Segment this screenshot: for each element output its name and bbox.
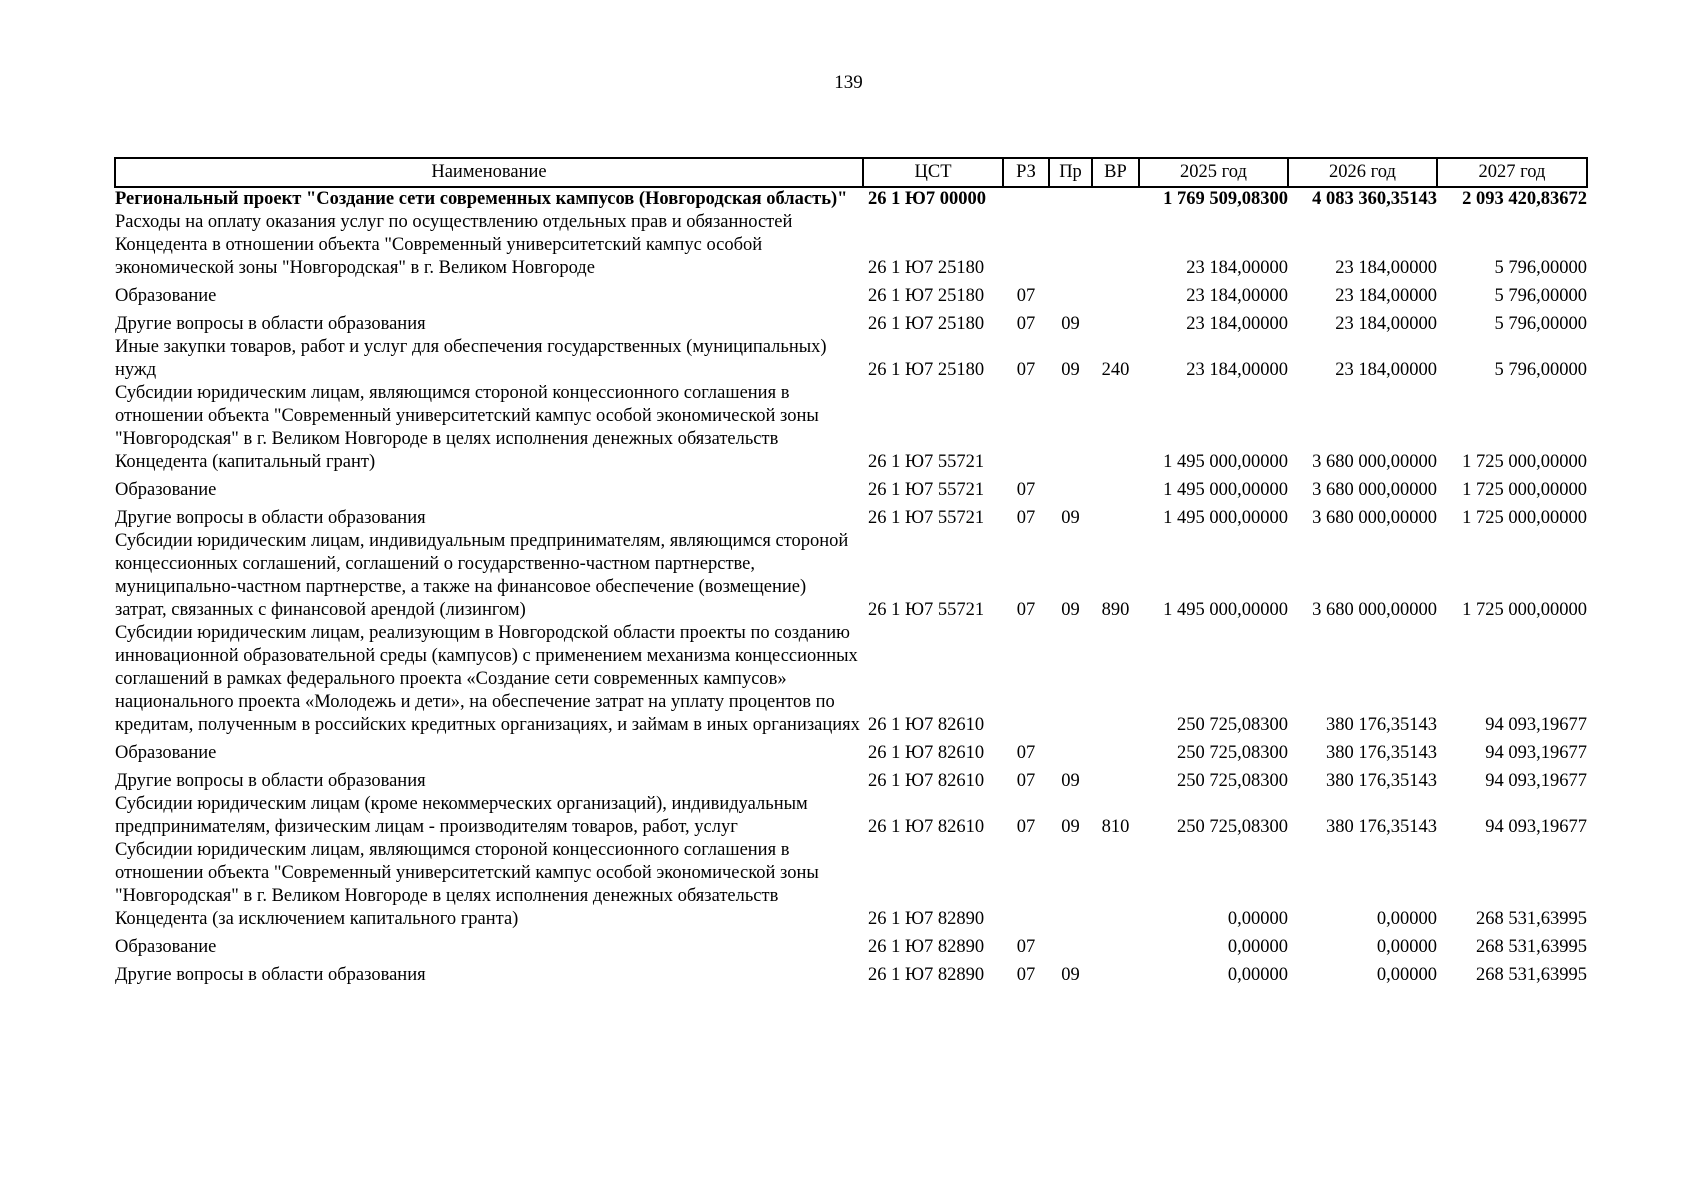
row-name: Образование [115, 937, 217, 957]
row-rz [1003, 622, 1049, 737]
row-2026: 0,00000 [1376, 965, 1437, 985]
table-row [115, 737, 1587, 765]
row-name: Субсидии юридическим лицам, индивидуальным предпринимателям, являющимся стороной концессионных соглашений, соглашений о государственно-частном партнерстве, муниципально-частном партнерстве, а также на финансовое обеспечение (возмещение) затрат, связанных с финансовой арендой (лизингом) [115, 531, 849, 620]
header-cst: ЦСТ [863, 158, 1003, 187]
header-name: Наименование [115, 158, 863, 187]
table-row [115, 308, 1587, 336]
row-pr: 09 [1061, 771, 1080, 791]
row-name: Другие вопросы в области образования [115, 508, 426, 528]
row-cst: 26 1 Ю7 82610 [868, 715, 985, 735]
table-row [115, 839, 1587, 931]
row-2025: 23 184,00000 [1186, 286, 1288, 306]
row-name: Другие вопросы в области образования [115, 771, 426, 791]
table-row [115, 959, 1587, 987]
row-2025: 1 495 000,00000 [1163, 480, 1288, 500]
row-pr [1049, 839, 1092, 931]
row-cst: 26 1 Ю7 82890 [868, 909, 985, 929]
row-rz: 07 [1016, 360, 1036, 380]
row-2025: 0,00000 [1227, 965, 1288, 985]
row-name: Субсидии юридическим лицам, реализующим в Новгородской области проекты по созданию инновационной образовательной среды (кампусов) с применением механизма концессионных соглашений в рамках федерального проекта «Создание сети современных кампусов» национального проекта «Молодежь и дети», на обеспечение затрат на уплату процентов по кредитам, полученным в российских кредитных организациях, и займам в иных организациях [115, 623, 860, 735]
row-2027: 1 725 000,00000 [1462, 452, 1587, 472]
row-vr [1092, 308, 1139, 336]
row-rz [1003, 382, 1049, 474]
row-name: Образование [115, 743, 217, 763]
row-2025: 250 725,08300 [1177, 817, 1288, 837]
row-2026: 0,00000 [1376, 909, 1437, 929]
row-cst: 26 1 Ю7 82610 [868, 817, 985, 837]
table-row [115, 280, 1587, 308]
row-pr [1049, 382, 1092, 474]
row-2027: 5 796,00000 [1494, 286, 1587, 306]
row-vr [1092, 280, 1139, 308]
table-row [115, 931, 1587, 959]
row-vr [1092, 187, 1139, 211]
row-2027: 94 093,19677 [1485, 743, 1587, 763]
table-row [115, 336, 1587, 382]
row-pr [1049, 931, 1092, 959]
row-pr: 09 [1061, 314, 1080, 334]
row-rz [1003, 211, 1049, 280]
row-vr: 810 [1101, 817, 1130, 837]
row-rz: 07 [1016, 314, 1036, 334]
row-vr [1092, 502, 1139, 530]
row-pr [1049, 622, 1092, 737]
row-2027: 1 725 000,00000 [1462, 600, 1587, 620]
row-cst: 26 1 Ю7 55721 [868, 480, 985, 500]
row-rz: 07 [1016, 286, 1036, 306]
row-2026: 23 184,00000 [1335, 360, 1437, 380]
row-pr: 09 [1061, 600, 1080, 620]
row-2026: 23 184,00000 [1335, 314, 1437, 334]
row-name: Расходы на оплату оказания услуг по осуществлению отдельных прав и обязанностей Концедента в отношении объекта "Современный университетский кампус особой экономической зоны "Новгородская" в г. Великом Новгороде [115, 212, 793, 278]
row-pr [1049, 211, 1092, 280]
row-2027: 5 796,00000 [1494, 360, 1587, 380]
row-2026: 3 680 000,00000 [1312, 600, 1437, 620]
row-cst: 26 1 Ю7 25180 [868, 314, 985, 334]
budget-table [114, 157, 1588, 987]
row-rz: 07 [1016, 480, 1036, 500]
table-row [115, 530, 1587, 622]
row-pr [1049, 280, 1092, 308]
row-pr: 09 [1061, 965, 1080, 985]
table-row [115, 765, 1587, 793]
row-vr [1092, 931, 1139, 959]
row-2027: 1 725 000,00000 [1462, 480, 1587, 500]
table-row [115, 502, 1587, 530]
row-rz [1003, 187, 1049, 211]
row-2026: 3 680 000,00000 [1312, 508, 1437, 528]
row-2027: 268 531,63995 [1476, 937, 1587, 957]
row-2027: 268 531,63995 [1476, 909, 1587, 929]
row-rz: 07 [1016, 817, 1036, 837]
row-cst: 26 1 Ю7 82610 [868, 771, 985, 791]
row-vr: 890 [1101, 600, 1130, 620]
table-header [115, 158, 1587, 187]
row-rz: 07 [1016, 508, 1036, 528]
header-rz: РЗ [1003, 158, 1049, 187]
row-2027: 268 531,63995 [1476, 965, 1587, 985]
row-name: Субсидии юридическим лицам, являющимся стороной концессионного соглашения в отношении объекта "Современный университетский кампус особой экономической зоны "Новгородская" в г. Великом Новгороде в целях исполнения денежных обязательств Концедента (за исключением капитального гранта) [115, 840, 819, 929]
row-2025: 1 769 509,08300 [1163, 189, 1288, 209]
header-2026: 2026 год [1288, 158, 1437, 187]
row-2027: 1 725 000,00000 [1462, 508, 1587, 528]
row-name: Другие вопросы в области образования [115, 965, 426, 985]
row-2025: 23 184,00000 [1186, 314, 1288, 334]
row-vr [1092, 737, 1139, 765]
table-row [115, 187, 1587, 211]
table-body [115, 187, 1587, 987]
row-2026: 4 083 360,35143 [1312, 189, 1437, 209]
row-2025: 250 725,08300 [1177, 771, 1288, 791]
row-pr [1049, 737, 1092, 765]
row-cst: 26 1 Ю7 25180 [868, 258, 985, 278]
row-2026: 23 184,00000 [1335, 286, 1437, 306]
row-2025: 23 184,00000 [1186, 360, 1288, 380]
row-vr [1092, 382, 1139, 474]
row-2027: 94 093,19677 [1485, 715, 1587, 735]
header-pr: Пр [1049, 158, 1092, 187]
row-2025: 250 725,08300 [1177, 743, 1288, 763]
row-cst: 26 1 Ю7 82890 [868, 937, 985, 957]
row-cst: 26 1 Ю7 55721 [868, 508, 985, 528]
row-pr: 09 [1061, 360, 1080, 380]
row-2025: 0,00000 [1227, 909, 1288, 929]
row-cst: 26 1 Ю7 25180 [868, 360, 985, 380]
row-rz: 07 [1016, 600, 1036, 620]
row-name: Образование [115, 480, 217, 500]
header-vr: ВР [1092, 158, 1139, 187]
row-cst: 26 1 Ю7 82610 [868, 743, 985, 763]
row-2026: 380 176,35143 [1326, 743, 1437, 763]
row-2026: 380 176,35143 [1326, 715, 1437, 735]
row-rz [1003, 839, 1049, 931]
row-2025: 23 184,00000 [1186, 258, 1288, 278]
header-row [115, 158, 1587, 187]
row-2027: 5 796,00000 [1494, 314, 1587, 334]
row-cst: 26 1 Ю7 82890 [868, 965, 985, 985]
row-vr: 240 [1101, 360, 1130, 380]
header-2025: 2025 год [1139, 158, 1288, 187]
row-2027: 2 093 420,83672 [1462, 189, 1587, 209]
row-vr [1092, 622, 1139, 737]
row-cst: 26 1 Ю7 55721 [868, 600, 985, 620]
table-row [115, 211, 1587, 280]
table-row [115, 622, 1587, 737]
row-2026: 3 680 000,00000 [1312, 452, 1437, 472]
row-name: Другие вопросы в области образования [115, 314, 426, 334]
header-2027: 2027 год [1437, 158, 1587, 187]
row-vr [1092, 211, 1139, 280]
row-cst: 26 1 Ю7 25180 [868, 286, 985, 306]
table-row [115, 382, 1587, 474]
row-2025: 1 495 000,00000 [1163, 508, 1288, 528]
row-vr [1092, 839, 1139, 931]
row-cst: 26 1 Ю7 00000 [868, 189, 986, 209]
row-pr [1049, 474, 1092, 502]
row-pr: 09 [1061, 817, 1080, 837]
row-rz: 07 [1016, 771, 1036, 791]
row-2025: 1 495 000,00000 [1163, 600, 1288, 620]
row-vr [1092, 474, 1139, 502]
row-rz: 07 [1016, 965, 1036, 985]
row-rz: 07 [1016, 743, 1036, 763]
row-2026: 380 176,35143 [1326, 817, 1437, 837]
table-row [115, 474, 1587, 502]
row-2026: 380 176,35143 [1326, 771, 1437, 791]
row-2025: 0,00000 [1227, 937, 1288, 957]
row-2026: 0,00000 [1376, 937, 1437, 957]
row-pr: 09 [1061, 508, 1080, 528]
row-pr [1049, 187, 1092, 211]
row-2027: 94 093,19677 [1485, 817, 1587, 837]
row-name: Региональный проект "Создание сети современных кампусов (Новгородская область)" [115, 189, 848, 209]
row-rz: 07 [1016, 937, 1036, 957]
row-name: Субсидии юридическим лицам, являющимся стороной концессионного соглашения в отношении объекта "Современный университетский кампус особой экономической зоны "Новгородская" в г. Великом Новгороде в целях исполнения денежных обязательств Концедента (капитальный грант) [115, 383, 819, 472]
table-row [115, 793, 1587, 839]
row-2027: 94 093,19677 [1485, 771, 1587, 791]
row-vr [1092, 765, 1139, 793]
row-name: Образование [115, 286, 217, 306]
page-number: 139 [834, 72, 863, 93]
row-vr [1092, 959, 1139, 987]
row-name: Субсидии юридическим лицам (кроме некоммерческих организаций), индивидуальным предпринимателям, физическим лицам - производителям товаров, работ, услуг [115, 794, 808, 837]
row-cst: 26 1 Ю7 55721 [868, 452, 985, 472]
row-name: Иные закупки товаров, работ и услуг для обеспечения государственных (муниципальных) нужд [115, 337, 827, 380]
row-2025: 250 725,08300 [1177, 715, 1288, 735]
row-2025: 1 495 000,00000 [1163, 452, 1288, 472]
row-2027: 5 796,00000 [1494, 258, 1587, 278]
row-2026: 3 680 000,00000 [1312, 480, 1437, 500]
row-2026: 23 184,00000 [1335, 258, 1437, 278]
